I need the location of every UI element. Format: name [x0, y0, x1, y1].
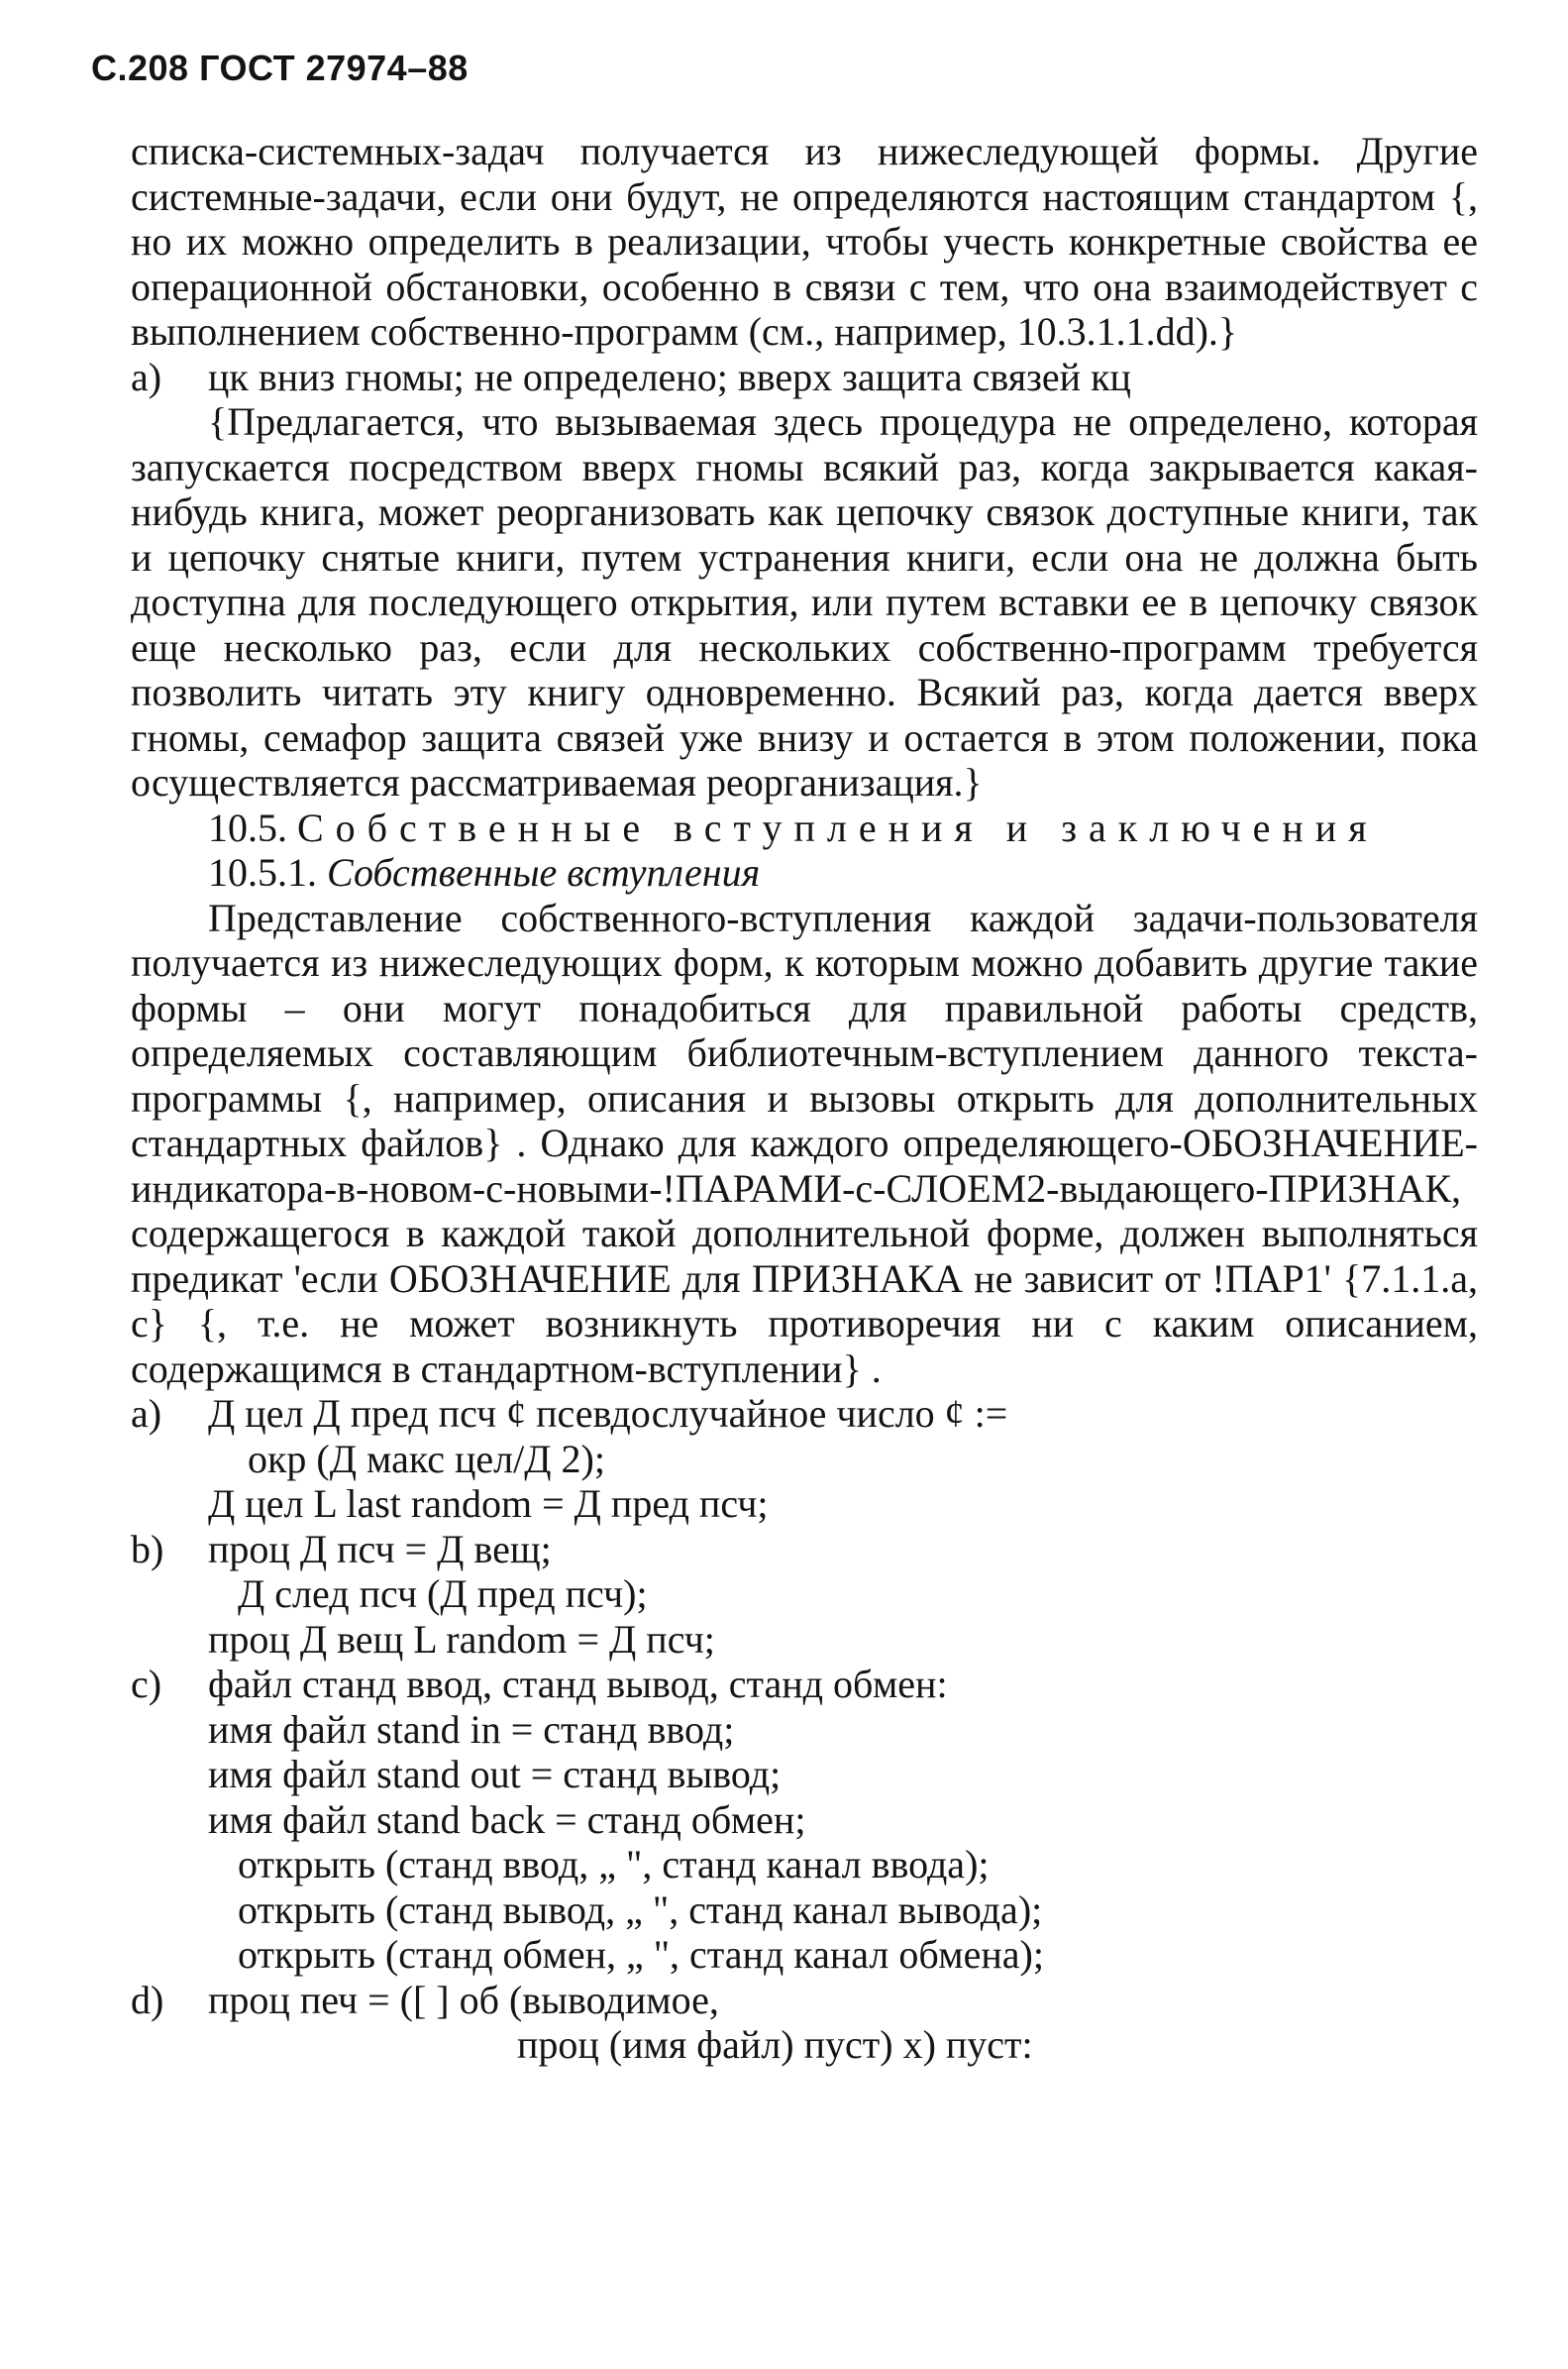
document-body: [131, 129, 1478, 2068]
code-line: файл станд ввод, станд вывод, станд обмен:: [208, 1662, 948, 1706]
paragraph-comment: {Предлагается, что вызываемая здесь процедура не определено, которая запускается посредством вверх гномы всякий раз, когда закрывается какая-нибудь книга, может реорганизовать как цепочку связок доступные книги, так и цепочку снятые книги, путем устранения книги, если она не должна быть доступна для последующего открытия, или путем вставки ее в цепочку связок еще несколько раз, если для нескольких собственно-программ требуется позволить читать эту книгу одновременно. Всякий раз, когда дается вверх гномы, семафор защита связей уже внизу и остается в этом положении, пока осуществляется рассматриваемая реорганизация.}: [131, 399, 1478, 805]
subsection-number: 10.5.1.: [208, 850, 317, 895]
code-item-c: [131, 1662, 1478, 1707]
page-header: С.208 ГОСТ 27974–88: [91, 48, 469, 88]
paragraph-intro: списка-системных-задач получается из нижеследующей формы. Другие системные-задачи, если они будут, не определяются настоящим стандартом {, но их можно определить в реализации, чтобы учесть конкретные свойства ее операционной обстановки, особенно в связи с тем, что она взаимодействует с выполнением собственно-программ (см., например, 10.3.1.1.dd).}: [131, 129, 1478, 354]
code-label-b: b): [131, 1526, 164, 1571]
code-label-c: с): [131, 1662, 162, 1706]
code-line: открыть (станд вывод, „ ", станд канал вывода);: [238, 1886, 1043, 1932]
section-title: Собственные вступления и заключения: [297, 805, 1379, 850]
section-number: 10.5.: [208, 805, 287, 850]
code-label-d: d): [131, 1977, 164, 2022]
list-label-a: а): [131, 354, 162, 399]
code-line: имя файл stand out = станд вывод;: [208, 1752, 782, 1796]
code-line: проц печ = ([ ] об (выводимое,: [208, 1977, 719, 2022]
code-line: имя файл stand back = станд обмен;: [208, 1796, 806, 1842]
list-text-a: цк вниз гномы; не определено; вверх защита связей кц: [208, 354, 1131, 399]
code-line: проц (имя файл) пуст) х) пуст:: [517, 2022, 1033, 2067]
code-line: открыть (станд ввод, „ ", станд канал ввода);: [238, 1842, 990, 1886]
code-item-b: [131, 1527, 1478, 1572]
code-item-d: [131, 1978, 1478, 2023]
code-line: Д след псч (Д пред псч);: [238, 1571, 648, 1616]
list-item-a: [131, 355, 1478, 400]
code-line: проц Д вещ L random = Д псч;: [208, 1616, 715, 1662]
code-line: имя файл stand in = станд ввод;: [208, 1706, 735, 1752]
code-line: Д цел L last random = Д пред псч;: [208, 1481, 769, 1526]
code-line: Д цел Д пред псч ¢ псевдослучайное число ¢ :=: [208, 1391, 1008, 1436]
code-line: окр (Д макс цел/Д 2);: [248, 1436, 605, 1481]
section-heading: [131, 806, 1478, 851]
subsection-heading: [131, 850, 1478, 896]
code-line: открыть (станд обмен, „ ", станд канал обмена);: [238, 1932, 1044, 1977]
code-item-a: [131, 1391, 1478, 1437]
subsection-title: Собственные вступления: [327, 850, 761, 895]
code-label-a: а): [131, 1391, 162, 1436]
code-line: проц Д псч = Д вещ;: [208, 1526, 552, 1571]
paragraph-representation: Представление собственного-вступления каждой задачи-пользователя получается из нижеследующих форм, к которым можно добавить другие такие формы – они могут понадобиться для правильной работы средств, определяемых составляющим библиотечным-вступлением данного текста-программы {, например, описания и вызовы открыть для дополнительных стандартных файлов} . Однако для каждого определяющего-ОБОЗНАЧЕНИЕ-индикатора-в-новом-с-новыми-!ПАРАМИ-с-СЛОЕМ2-выдающего-ПРИЗНАК, содержащегося в каждой такой дополнительной форме, должен выполняться предикат 'если ОБОЗНАЧЕНИЕ для ПРИЗНАКА не зависит от !ПАР1' {7.1.1.а, с} {, т.е. не может возникнуть противоречия ни с каким описанием, содержащимся в стандартном-вступлении} .: [131, 895, 1478, 1391]
